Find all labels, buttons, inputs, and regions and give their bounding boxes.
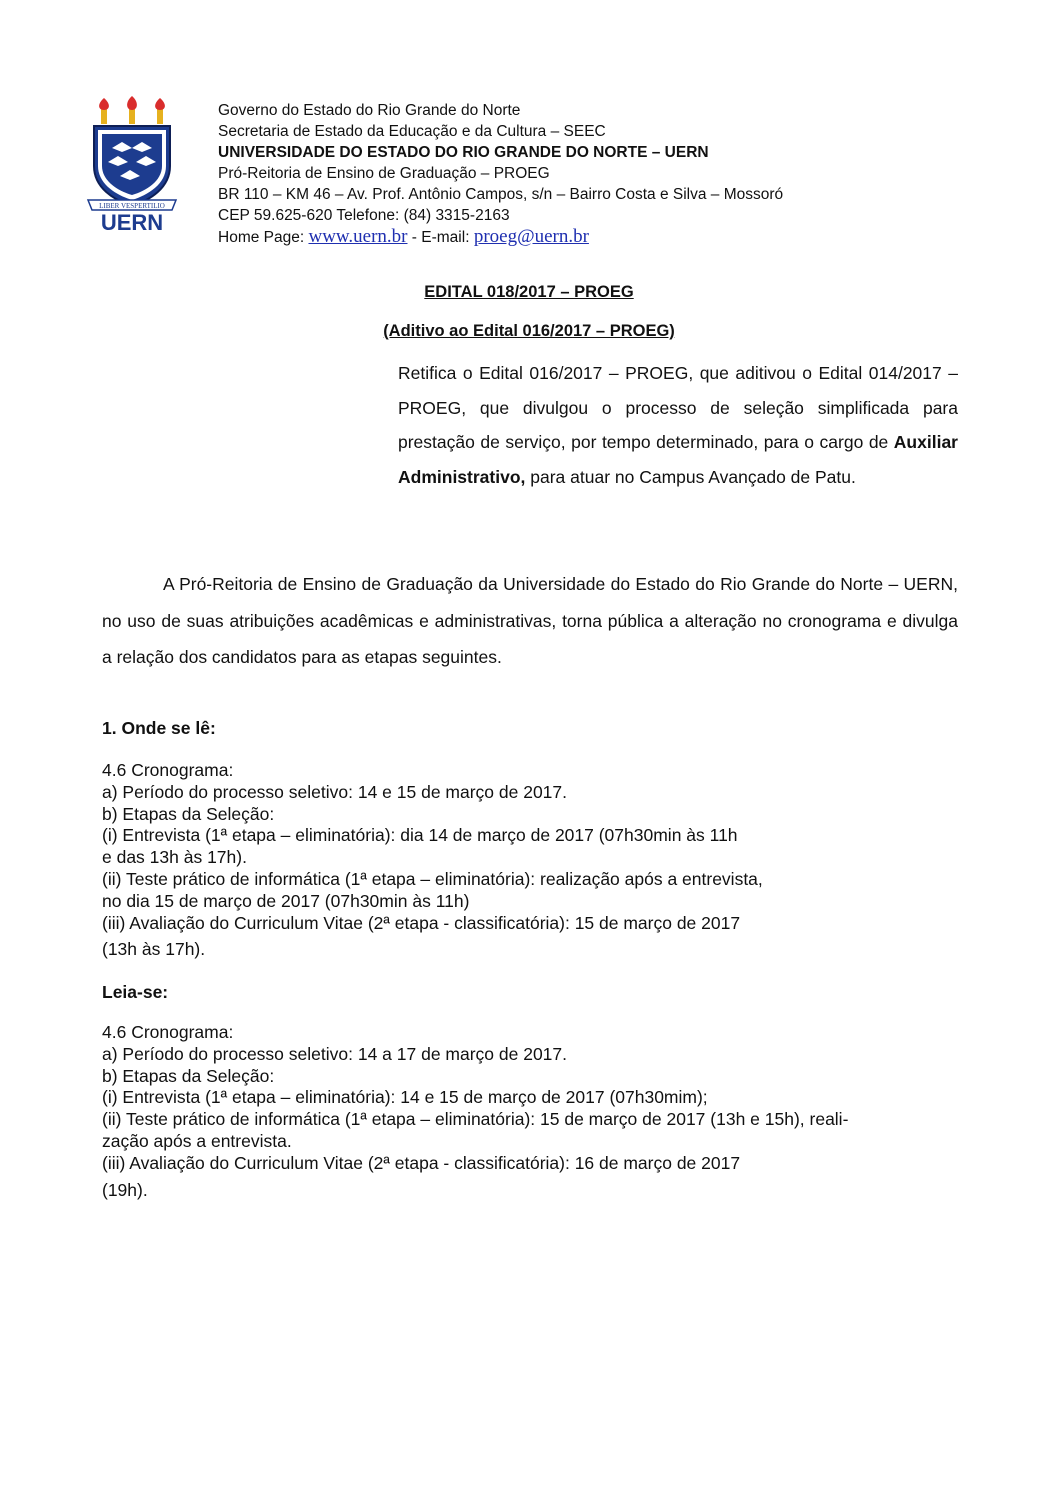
schedule-line: b) Etapas da Seleção: — [102, 803, 275, 824]
intro-paragraph: A Pró-Reitoria de Ensino de Graduação da Universidade do Estado do Rio Grande do Norte – UERN, no uso de suas atribuições acadêmicas e administrativas, torna pública a alteração no cronograma e divulga a relação dos candidatos para as etapas seguintes. — [102, 574, 958, 667]
summary-text-after: para atuar no Campus Avançado de Patu. — [525, 466, 856, 487]
logo-motto: LIBER VESPERTILIO — [99, 202, 165, 210]
edital-summary — [398, 356, 958, 494]
header-contacts — [218, 226, 783, 248]
schedule-line: a) Período do processo seletivo: 14 e 15 de março de 2017. — [102, 781, 568, 802]
header-phone: CEP 59.625-620 Telefone: (84) 3315-2163 — [218, 207, 510, 224]
section-read-as-heading: Leia-se: — [102, 982, 169, 1002]
summary-text-before: Retifica o Edital 016/2017 – PROEG, que aditivou o Edital 014/2017 – PROEG, que divulgou o processo de seleção simplificada para prestação de serviço, por tempo determinado, para o cargo de — [398, 363, 958, 452]
section-where-reads-heading: 1. Onde se lê: — [102, 718, 216, 738]
schedule-line: (iii) Avaliação do Curriculum Vitae (2ª etapa - classificatória): 15 de março de 2017 — [102, 912, 741, 933]
email-link[interactable]: proeg@uern.br — [473, 226, 589, 247]
schedule-line: a) Período do processo seletivo: 14 a 17 de março de 2017. — [102, 1043, 568, 1064]
schedule-line: e das 13h às 17h). — [102, 847, 247, 868]
schedule-line: (ii) Teste prático de informática (1ª etapa – eliminatória): 15 de março de 2017 (13h e 15h), reali- — [102, 1109, 849, 1130]
header-address: BR 110 – KM 46 – Av. Prof. Antônio Campos, s/n – Bairro Costa e Silva – Mossoró — [218, 186, 784, 203]
header-prorectory: Pró-Reitoria de Ensino de Graduação – PROEG — [218, 165, 550, 182]
schedule-line: 4.6 Cronograma: — [102, 1022, 234, 1042]
schedule-line: no dia 15 de março de 2017 (07h30min às 11h) — [102, 890, 470, 911]
schedule-line: 4.6 Cronograma: — [102, 760, 234, 780]
schedule-line: (19h). — [102, 1179, 148, 1200]
logo-letters: UERN — [100, 210, 164, 234]
section-read-as — [102, 1022, 962, 1201]
summary-job-title: Auxiliar Administrativo, — [398, 432, 958, 487]
homepage-label: Home Page: — [218, 229, 309, 246]
schedule-line: zação após a entrevista. — [102, 1130, 292, 1151]
homepage-link[interactable]: www.uern.br — [308, 226, 408, 247]
schedule-line: (i) Entrevista (1ª etapa – eliminatória): 14 e 15 de março de 2017 (07h30mim); — [102, 1087, 708, 1108]
uern-logo — [84, 96, 180, 234]
torches-icon — [99, 96, 165, 124]
email-label: - E-mail: — [407, 229, 474, 246]
header-government: Governo do Estado do Rio Grande do Norte — [218, 102, 521, 119]
schedule-line: b) Etapas da Seleção: — [102, 1065, 275, 1086]
schedule-line: (ii) Teste prático de informática (1ª etapa – eliminatória): realização após a entrevista, — [102, 868, 763, 889]
schedule-line: (iii) Avaliação do Curriculum Vitae (2ª etapa - classificatória): 16 de março de 2017 — [102, 1152, 741, 1173]
institution-header — [218, 100, 783, 248]
edital-subtitle: (Aditivo ao Edital 016/2017 – PROEG) — [383, 322, 675, 340]
schedule-line: (13h às 17h). — [102, 939, 206, 960]
header-secretariat: Secretaria de Estado da Educação e da Cultura – SEEC — [218, 123, 606, 140]
section-where-reads — [102, 760, 962, 961]
schedule-line: (i) Entrevista (1ª etapa – eliminatória): dia 14 de março de 2017 (07h30min às 11h — [102, 825, 738, 846]
edital-title: EDITAL 018/2017 – PROEG — [424, 283, 634, 301]
header-university: UNIVERSIDADE DO ESTADO DO RIO GRANDE DO NORTE – UERN — [218, 144, 709, 161]
